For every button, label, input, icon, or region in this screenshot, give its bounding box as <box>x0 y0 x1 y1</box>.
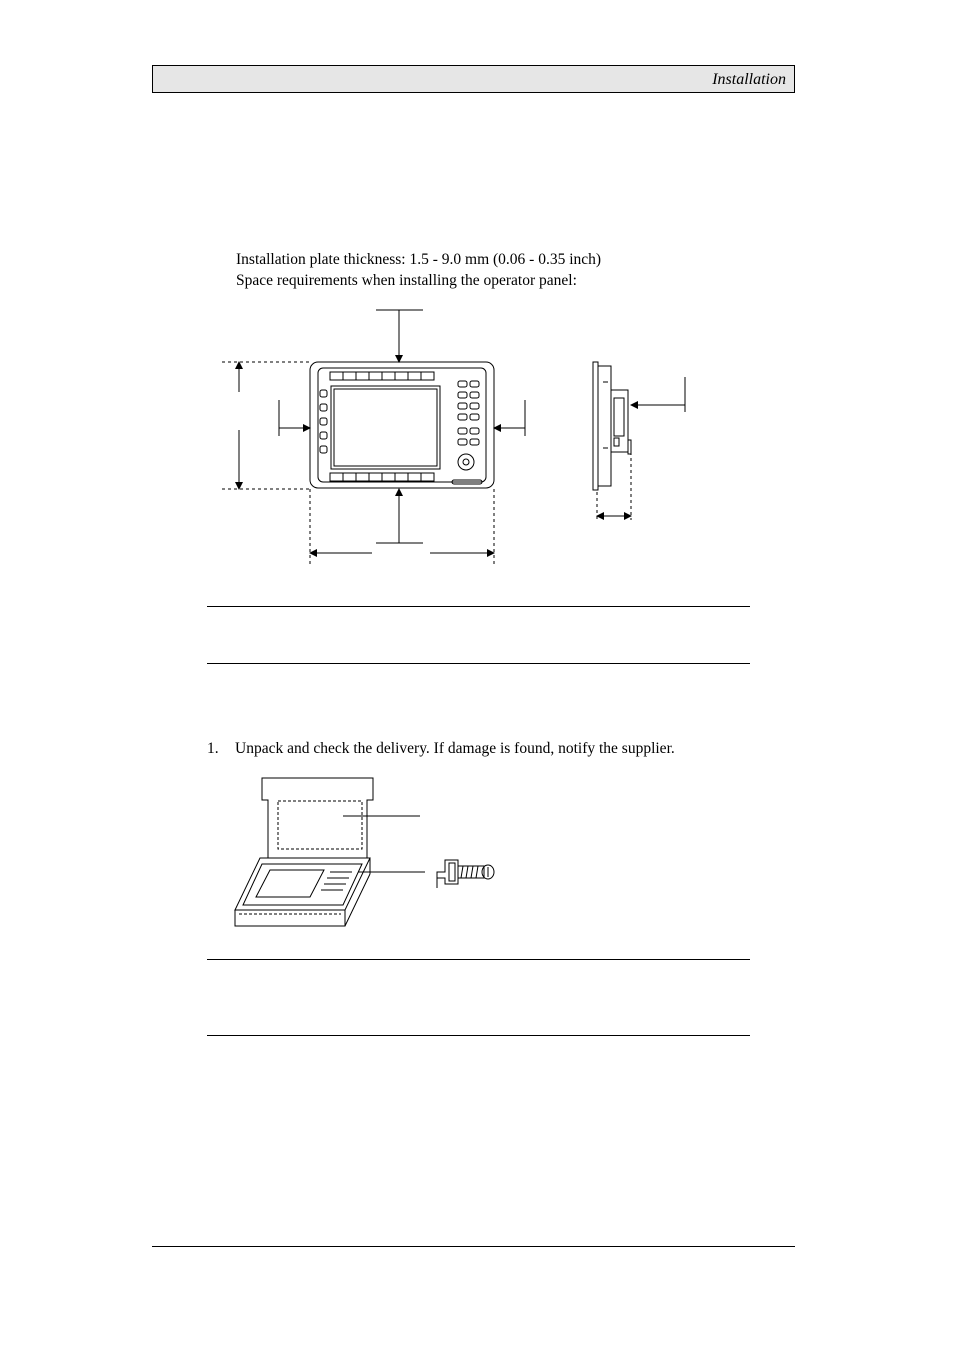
header-title: Installation <box>712 71 786 88</box>
step-text: Unpack and check the delivery. If damage is found, notify the supplier. <box>235 740 675 757</box>
plate-thickness-text: Installation plate thickness: 1.5 - 9.0 mm (0.06 - 0.35 inch) <box>236 251 602 268</box>
mounting-clip-icon <box>437 860 494 888</box>
note2-rule-bottom <box>207 1035 750 1036</box>
footer-rule <box>152 1246 795 1247</box>
note2-rule-top <box>207 959 750 960</box>
step-number: 1. <box>207 740 219 757</box>
space-requirements-text: Space requirements when installing the operator panel: <box>236 272 577 289</box>
